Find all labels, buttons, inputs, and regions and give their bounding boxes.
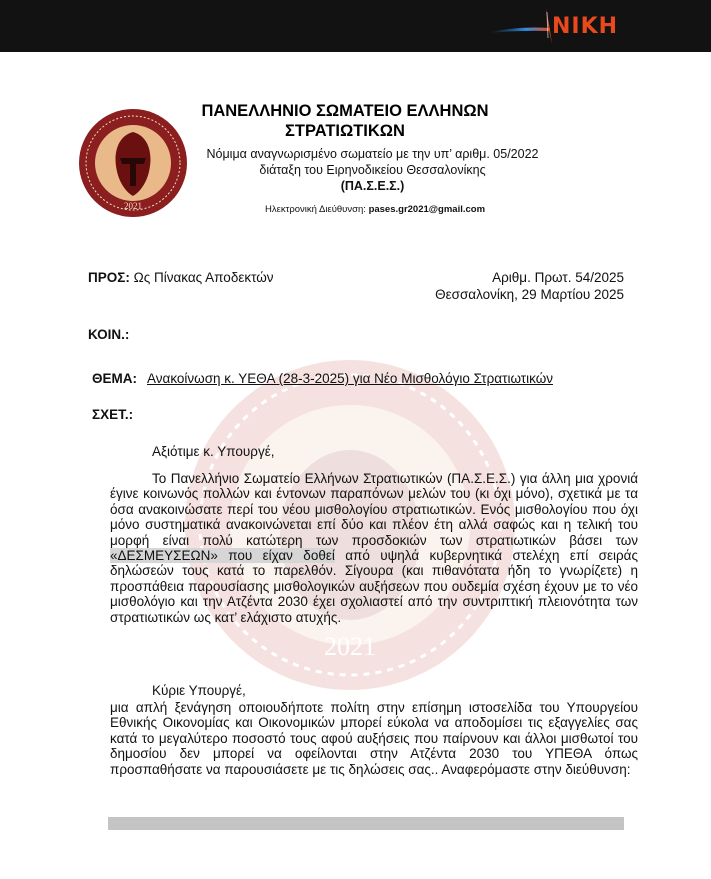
reference-block: [420, 269, 624, 303]
paragraph-1-highlight: «ΔΕΣΜΕΥΣΕΩΝ» που είχαν δοθεί: [110, 548, 335, 564]
subtitle-line-1: Νόμιμα αναγνωρισμένο σωματείο με την υπ’ αριθμ. 05/2022: [206, 147, 539, 161]
greeting-2: Κύριε Υπουργέ,: [152, 683, 246, 698]
organization-title: ΠΑΝΕΛΛΗΝΙΟ ΣΩΜΑΤΕΙΟ ΕΛΛΗΝΩΝ ΣΤΡΑΤΙΩΤΙΚΩΝ: [201, 102, 489, 140]
subject-label: ΘΕΜΑ:: [92, 371, 137, 386]
redacted-bar: [108, 817, 624, 830]
to-value: Ως Πίνακας Αποδεκτών: [133, 270, 274, 285]
top-banner: [0, 0, 711, 52]
subtitle-line-2: διάταξη του Ειρηνοδικείου Θεσσαλονίκης: [259, 163, 486, 177]
brand-name: NIKH: [552, 14, 619, 39]
subject-value: Ανακοίνωση κ. ΥΕΘΑ (28-3-2025) για Νέο Μισθολόγιο Στρατιωτικών: [147, 371, 553, 386]
reference-label: ΣΧΕΤ.:: [92, 407, 134, 422]
subject-line: [92, 370, 553, 387]
organization-subtitle: [170, 146, 575, 194]
paragraph-2: μια απλή ξενάγηση οποιουδήποτε πολίτη στην επίσημη ιστοσελίδα του Υπουργείου Εθνικής Οικονομίας και Οικονομικών μπορεί εύκολα να αποδομίσει τις εξαγγελίες σας κατά το μεγαλύτερο ποσοστό τους αφού αυξήσεις που παίρνουν και άλλοι μισθωτοί του δημοσίου δεν μπορεί να οφείλονται στην Ατζέντα 2030 του ΥΠΕΘΑ όπως προσπαθήσατε να παρουσιάσετε με τις δηλώσεις σας.. Αναφερόμαστε στην διεύθυνση:: [110, 700, 638, 777]
email-line: [210, 204, 540, 215]
paragraph-1: [110, 471, 638, 625]
organization-abbreviation: (ΠΑ.Σ.Ε.Σ.): [340, 179, 405, 193]
to-label: ΠΡΟΣ:: [88, 270, 130, 285]
cc-label: ΚΟΙΝ.:: [88, 327, 130, 342]
paragraph-1-text-a: Το Πανελλήνιο Σωματείο Ελλήνων Στρατιωτικών (ΠΑ.Σ.Ε.Σ.) για άλλη μια χρονιά έγινε κοινωνός πολλών και έντονων παραπόνων μελών του (κι όχι μόνο), σχετικά με τα όσα ανακοινώσατε περί του νέου μισθολογίου στρατιωτικών. Ενός μισθολογίου που όχι μόνο συστηματικά ανακοινώνεται επί δύο και πλέον έτη αλλά σαφώς και η τελική του μορφή είναι πολύ κατώτερη των προσδοκιών των στρατιωτικών βάσει των: [110, 471, 638, 548]
email-label: Ηλεκτρονική Διεύθυνση:: [264, 204, 366, 215]
protocol-number: Αριθμ. Πρωτ. 54/2025: [492, 270, 624, 285]
svg-text:2021: 2021: [124, 201, 142, 211]
greeting-1: Αξιότιμε κ. Υπουργέ,: [152, 444, 275, 459]
recipient-line: [88, 269, 274, 286]
paragraph-1-text-b: από υψηλά κυβερνητικά στελέχη επί σειράς δηλώσεών τους κατά το παρελθόν. Σίγουρα (και πιθανότατα ήδη το γνωρίζετε) η προσπάθεια παρουσίασης μισθολογικών αυξήσεων που ουδεμία σχέση έχουν με το νέο μισθολόγιο και την Ατζέντα 2030 έχει σχολιαστεί από την συντριπτική πλειονότητα των στρατιωτικών ως κατ’ ελάχιστο ατυχής.: [110, 548, 638, 625]
place-date: Θεσσαλονίκη, 29 Μαρτίου 2025: [435, 287, 624, 302]
svg-text:2021: 2021: [324, 632, 376, 661]
email-address[interactable]: pases.gr2021@gmail.com: [368, 204, 486, 215]
